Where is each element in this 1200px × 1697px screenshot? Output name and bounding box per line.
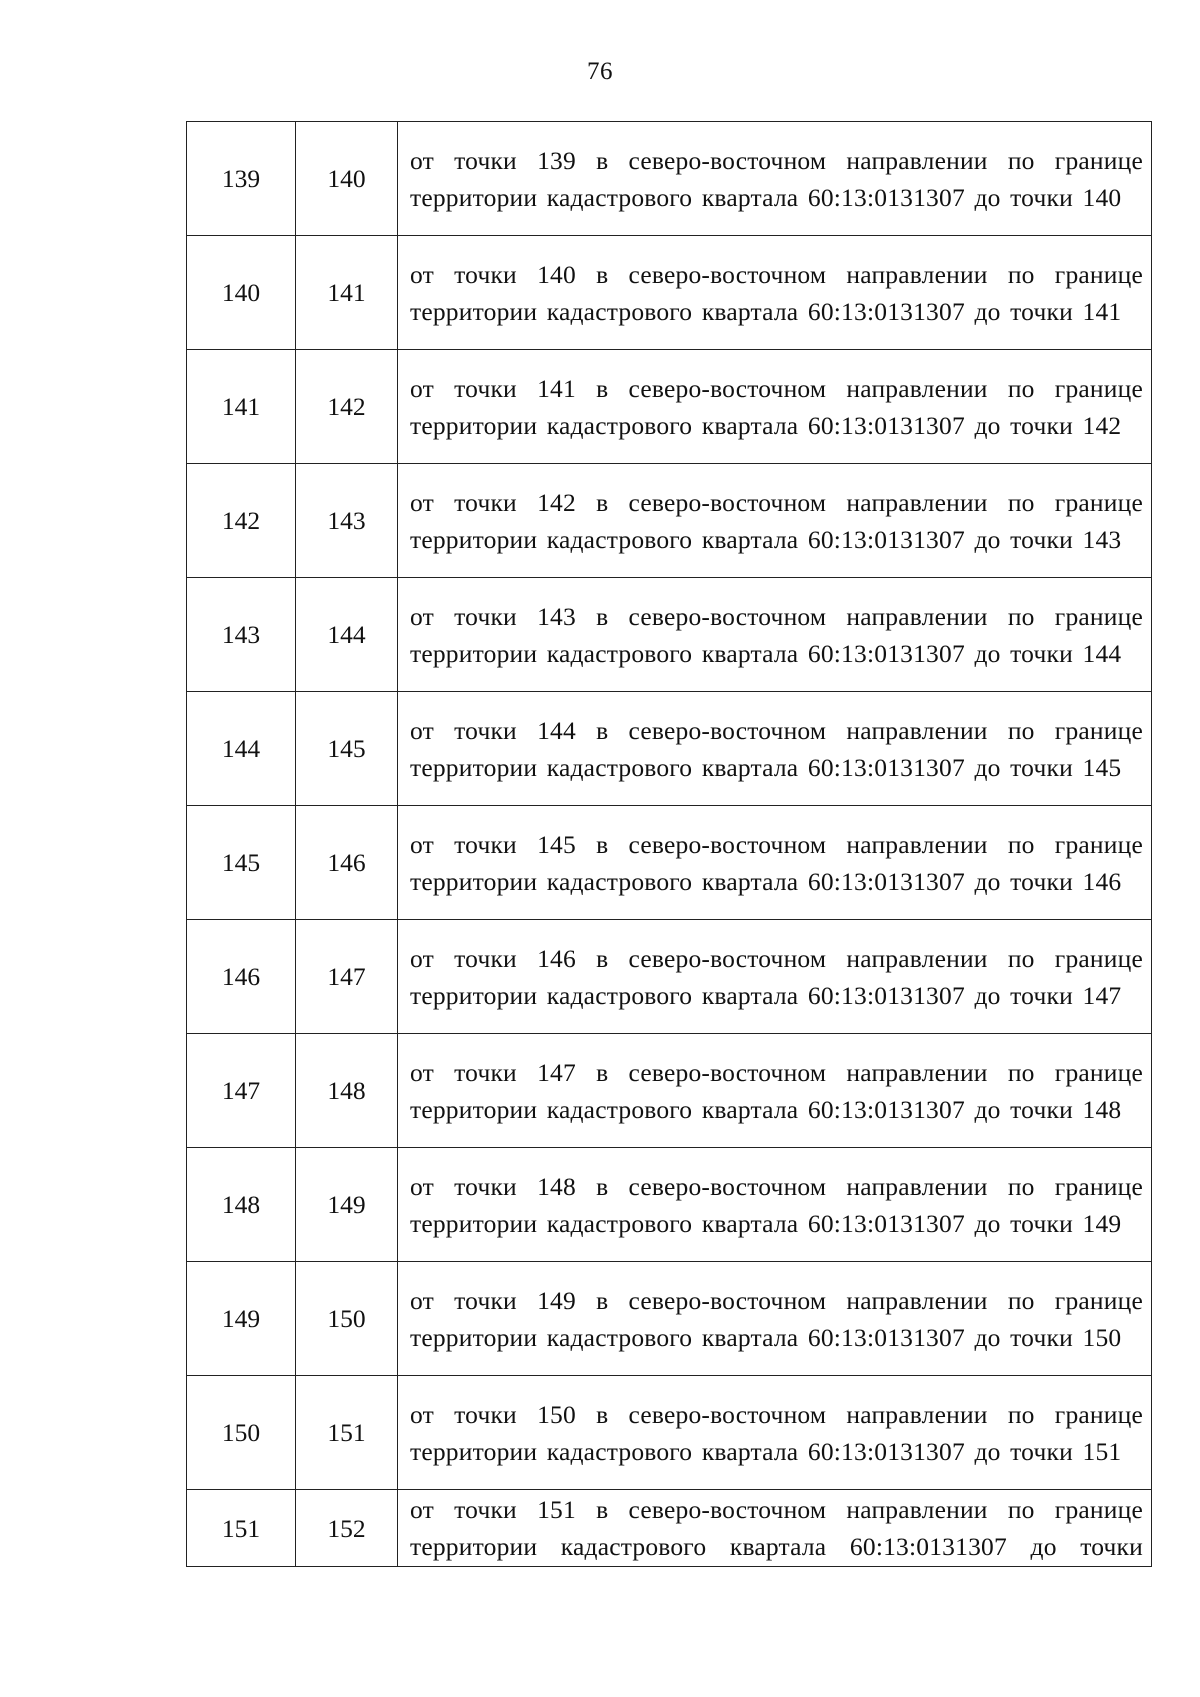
page-number: 76 (587, 58, 613, 85)
description-cell: от точки 145 в северо-восточном направлении по границе территории кадастрового квартала 60:13:0131307 до точки 146 (398, 806, 1152, 920)
description-cell: от точки 150 в северо-восточном направлении по границе территории кадастрового квартала 60:13:0131307 до точки 151 (398, 1376, 1152, 1490)
from-point-cell: 139 (187, 122, 296, 236)
table-row (187, 464, 1152, 578)
description-cell: от точки 141 в северо-восточном направлении по границе территории кадастрового квартала 60:13:0131307 до точки 142 (398, 350, 1152, 464)
boundary-description-table (186, 121, 1152, 1567)
to-point-cell: 141 (296, 236, 398, 350)
description-cell: от точки 143 в северо-восточном направлении по границе территории кадастрового квартала 60:13:0131307 до точки 144 (398, 578, 1152, 692)
description-cell: от точки 142 в северо-восточном направлении по границе территории кадастрового квартала 60:13:0131307 до точки 143 (398, 464, 1152, 578)
description-cell: от точки 139 в северо-восточном направлении по границе территории кадастрового квартала 60:13:0131307 до точки 140 (398, 122, 1152, 236)
table-row (187, 1034, 1152, 1148)
table-row (187, 236, 1152, 350)
to-point-cell: 151 (296, 1376, 398, 1490)
description-cell: от точки 149 в северо-восточном направлении по границе территории кадастрового квартала 60:13:0131307 до точки 150 (398, 1262, 1152, 1376)
table-row (187, 350, 1152, 464)
from-point-cell: 149 (187, 1262, 296, 1376)
from-point-cell: 140 (187, 236, 296, 350)
from-point-cell: 148 (187, 1148, 296, 1262)
table-row (187, 122, 1152, 236)
from-point-cell: 150 (187, 1376, 296, 1490)
description-cell: от точки 148 в северо-восточном направлении по границе территории кадастрового квартала 60:13:0131307 до точки 149 (398, 1148, 1152, 1262)
to-point-cell: 148 (296, 1034, 398, 1148)
to-point-cell: 152 (296, 1490, 398, 1567)
description-cell: от точки 144 в северо-восточном направлении по границе территории кадастрового квартала 60:13:0131307 до точки 145 (398, 692, 1152, 806)
to-point-cell: 145 (296, 692, 398, 806)
table-row (187, 1376, 1152, 1490)
to-point-cell: 142 (296, 350, 398, 464)
description-cell: от точки 146 в северо-восточном направлении по границе территории кадастрового квартала 60:13:0131307 до точки 147 (398, 920, 1152, 1034)
from-point-cell: 145 (187, 806, 296, 920)
to-point-cell: 144 (296, 578, 398, 692)
table-row (187, 692, 1152, 806)
table-row (187, 1262, 1152, 1376)
from-point-cell: 147 (187, 1034, 296, 1148)
from-point-cell: 141 (187, 350, 296, 464)
to-point-cell: 143 (296, 464, 398, 578)
from-point-cell: 143 (187, 578, 296, 692)
from-point-cell: 151 (187, 1490, 296, 1567)
to-point-cell: 150 (296, 1262, 398, 1376)
to-point-cell: 149 (296, 1148, 398, 1262)
to-point-cell: 146 (296, 806, 398, 920)
table-row (187, 1148, 1152, 1262)
to-point-cell: 140 (296, 122, 398, 236)
description-cell: от точки 151 в северо-восточном направлении по границе территории кадастрового квартала 60:13:0131307 до точки (398, 1490, 1152, 1567)
table-row (187, 1490, 1152, 1567)
from-point-cell: 146 (187, 920, 296, 1034)
table-row (187, 920, 1152, 1034)
from-point-cell: 142 (187, 464, 296, 578)
description-cell: от точки 140 в северо-восточном направлении по границе территории кадастрового квартала 60:13:0131307 до точки 141 (398, 236, 1152, 350)
table-row (187, 806, 1152, 920)
from-point-cell: 144 (187, 692, 296, 806)
to-point-cell: 147 (296, 920, 398, 1034)
description-cell: от точки 147 в северо-восточном направлении по границе территории кадастрового квартала 60:13:0131307 до точки 148 (398, 1034, 1152, 1148)
table-row (187, 578, 1152, 692)
